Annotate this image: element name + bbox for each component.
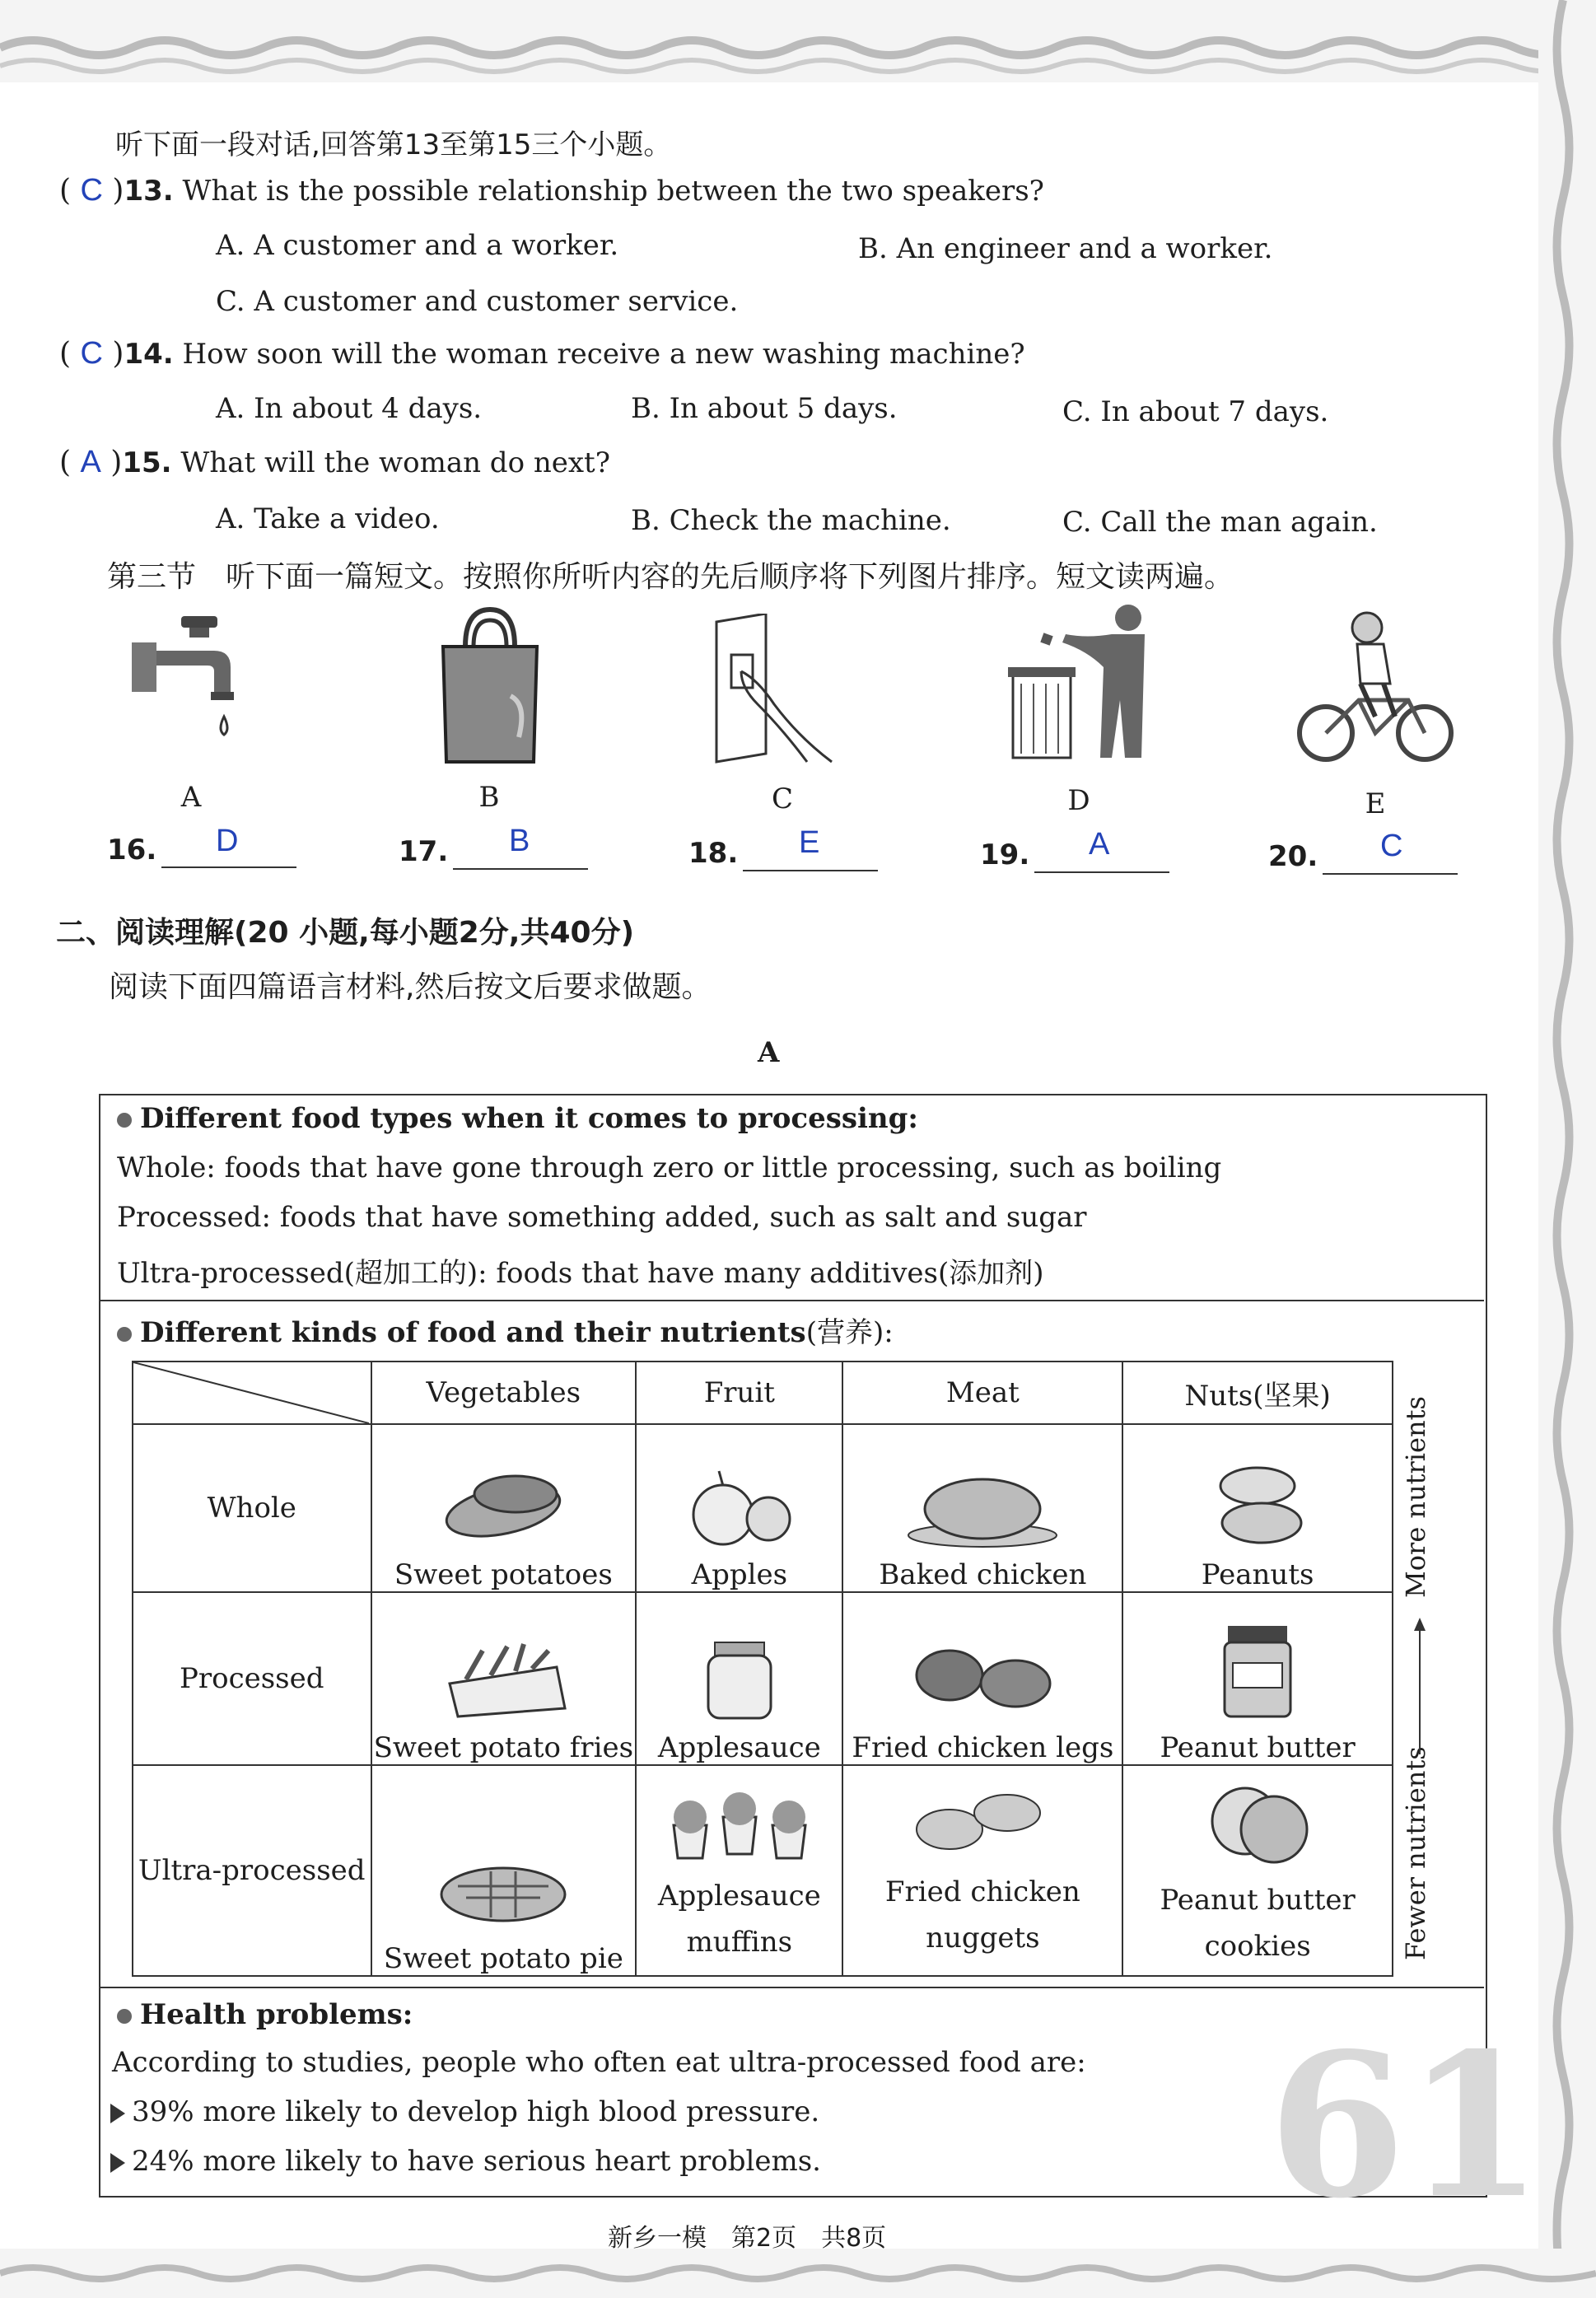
question-15: ( A )15. What will the woman do next? (59, 445, 610, 479)
health-point-1: 39% more likely to develop high blood pressure. (110, 2095, 819, 2128)
sweet-potato-icon (433, 1461, 573, 1552)
axis-more-nutrients: More nutrients (1400, 1396, 1431, 1598)
question-14: ( C )14. How soon will the woman receive a new washing machine? (59, 336, 1025, 371)
cell-ultra-vegetables: Sweet potato pie (371, 1765, 637, 1976)
option-13b: B. An engineer and a worker. (858, 232, 1273, 265)
light-switch-icon (708, 614, 856, 770)
bicycle-rider-icon (1293, 610, 1458, 774)
health-heading-row (117, 1998, 413, 2031)
decorative-right-border (1538, 0, 1596, 2298)
nutrients-heading: Different kinds of food and their nutrients (140, 1316, 806, 1349)
order-num-18: 18. (688, 837, 739, 870)
option-15c: C. Call the man again. (1062, 506, 1378, 539)
nutrients-heading-row (117, 1310, 894, 1350)
apple-icon (678, 1461, 801, 1552)
page-badge: 61 (1268, 2010, 1543, 2242)
picture-label-e: E (1365, 787, 1386, 820)
col-meat: Meat (842, 1362, 1122, 1424)
bullet-icon (117, 1327, 132, 1342)
order-num-16: 16. (107, 834, 157, 866)
order-answer-19: A (1089, 827, 1110, 862)
question-14-text: How soon will the woman receive a new washing machine? (182, 338, 1025, 371)
cell-whole-fruit: Apples (636, 1424, 842, 1592)
cell-ultra-fruit: Applesauce muffins (636, 1765, 842, 1976)
picture-label-d: D (1067, 784, 1090, 817)
answer-blank-17[interactable] (453, 868, 588, 870)
answer-blank-19[interactable] (1034, 871, 1169, 873)
diagonal-line (133, 1362, 369, 1423)
arrow-up-icon (1412, 1614, 1428, 1754)
option-13a: A. A customer and a worker. (216, 229, 619, 262)
answer-15: A (80, 445, 101, 479)
food-type-ultra: Ultra-processed(超加工的): foods that have many additives(添加剂) (117, 1257, 1044, 1290)
decorative-bottom-border (0, 2249, 1596, 2298)
health-point-2: 24% more likely to have serious heart problems. (110, 2145, 821, 2178)
fries-icon (433, 1634, 573, 1725)
order-answer-20: C (1380, 829, 1403, 863)
order-answer-16: D (216, 824, 239, 858)
triangle-bullet-icon (110, 2153, 125, 2173)
cell-whole-meat: Baked chicken (842, 1424, 1122, 1592)
part2-intro: 阅读下面四篇语言材料,然后按文后要求做题。 (109, 970, 712, 1004)
faucet-icon (132, 610, 255, 758)
box-divider-2 (99, 1987, 1484, 1988)
picture-label-a: A (180, 781, 202, 814)
shopping-bag-icon (436, 605, 544, 770)
health-heading: Health problems: (140, 1998, 413, 2031)
baked-chicken-icon (900, 1461, 1065, 1552)
peanut-icon (1196, 1453, 1319, 1552)
bullet-icon (117, 1113, 132, 1128)
order-num-19: 19. (980, 838, 1030, 871)
cookie-icon (1196, 1772, 1319, 1871)
section-intro: 听下面一段对话,回答第13至第15三个小题。 (115, 128, 672, 161)
nutrients-table (132, 1361, 1393, 1977)
cell-ultra-meat: Fried chicken nuggets (842, 1765, 1122, 1976)
col-fruit: Fruit (636, 1362, 842, 1424)
row-label-processed: Processed (133, 1592, 371, 1765)
nutrients-heading-cn: (营养): (805, 1316, 894, 1349)
order-answer-17: B (509, 824, 530, 858)
option-14a: A. In about 4 days. (216, 392, 483, 425)
peanut-butter-jar-icon (1208, 1618, 1307, 1725)
passage-label: A (758, 1036, 780, 1069)
recycle-trash-icon (996, 601, 1161, 774)
option-14c: C. In about 7 days. (1062, 395, 1329, 428)
answer-14: C (80, 336, 103, 371)
col-vegetables: Vegetables (371, 1362, 637, 1424)
answer-blank-16[interactable] (161, 866, 296, 868)
decorative-top-border (0, 0, 1596, 82)
food-type-processed: Processed: foods that have something added, such as salt and sugar (117, 1201, 1087, 1234)
question-13-text: What is the possible relationship between the two speakers? (182, 175, 1044, 208)
answer-blank-20[interactable] (1323, 873, 1458, 875)
muffin-icon (657, 1776, 822, 1866)
cell-processed-vegetables: Sweet potato fries (371, 1592, 637, 1765)
picture-label-b: B (478, 781, 500, 814)
box-divider-1 (99, 1300, 1484, 1301)
row-label-ultra: Ultra-processed (133, 1765, 371, 1976)
cell-processed-fruit: Applesauce (636, 1592, 842, 1765)
col-nuts: Nuts(坚果) (1122, 1362, 1393, 1424)
pie-icon (433, 1845, 573, 1936)
triangle-bullet-icon (110, 2104, 125, 2123)
food-types-heading-row (117, 1102, 918, 1135)
cell-whole-vegetables: Sweet potatoes (371, 1424, 637, 1592)
axis-fewer-nutrients: Fewer nutrients (1400, 1746, 1431, 1960)
row-label-whole: Whole (133, 1424, 371, 1592)
order-num-20: 20. (1268, 840, 1318, 873)
order-answer-18: E (799, 825, 820, 860)
question-15-text: What will the woman do next? (180, 446, 610, 479)
applesauce-jar-icon (690, 1626, 789, 1725)
option-15a: A. Take a video. (216, 502, 440, 535)
chicken-nugget-icon (900, 1780, 1065, 1862)
section3-intro: 第三节 听下面一篇短文。按照你所听内容的先后顺序将下列图片排序。短文读两遍。 (107, 560, 1234, 594)
fried-chicken-leg-icon (900, 1634, 1065, 1725)
food-type-whole: Whole: foods that have gone through zero or little processing, such as boiling (117, 1151, 1222, 1184)
cell-ultra-nuts: Peanut butter cookies (1122, 1765, 1393, 1976)
cell-whole-nuts: Peanuts (1122, 1424, 1393, 1592)
option-15b: B. Check the machine. (631, 504, 951, 537)
table-corner (133, 1362, 371, 1424)
option-14b: B. In about 5 days. (631, 392, 898, 425)
answer-13: C (80, 173, 103, 208)
answer-blank-18[interactable] (743, 870, 878, 871)
picture-label-c: C (771, 782, 793, 815)
cell-processed-meat: Fried chicken legs (842, 1592, 1122, 1765)
bullet-icon (117, 2009, 132, 2024)
health-intro: According to studies, people who often eat ultra-processed food are: (112, 2046, 1086, 2079)
question-13: ( C )13. What is the possible relationship between the two speakers? (59, 173, 1044, 208)
option-13c: C. A customer and customer service. (216, 285, 739, 318)
part2-title: 二、阅读理解(20 小题,每小题2分,共40分) (56, 916, 635, 950)
cell-processed-nuts: Peanut butter (1122, 1592, 1393, 1765)
page-footer: 新乡一模 第2页 共8页 (608, 2224, 887, 2253)
food-types-heading: Different food types when it comes to processing: (140, 1102, 918, 1135)
order-num-17: 17. (399, 835, 449, 868)
